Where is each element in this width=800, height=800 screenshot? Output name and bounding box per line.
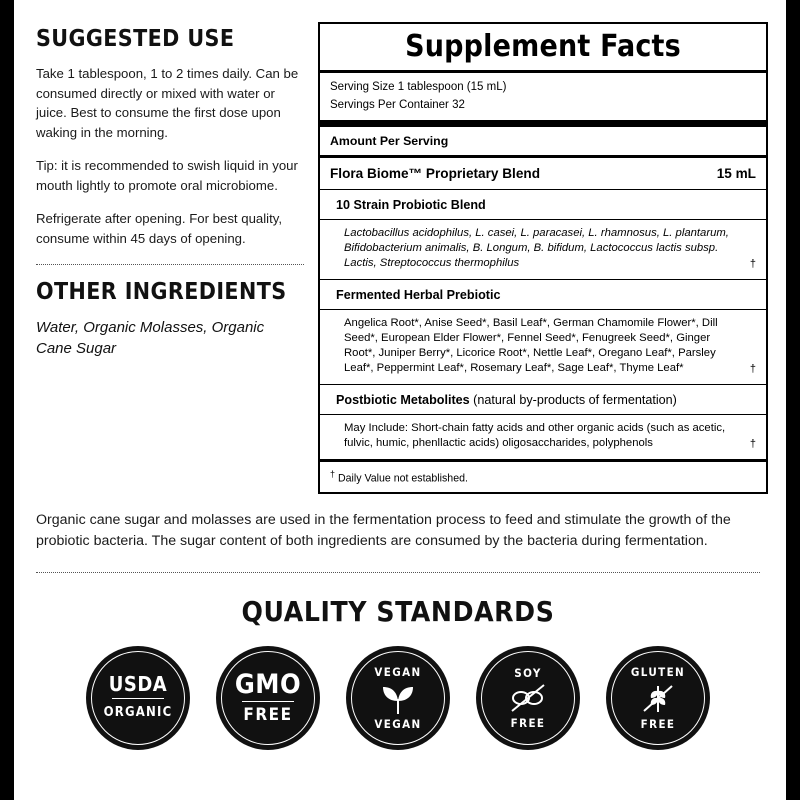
badge-gmo-divider (242, 701, 294, 703)
badge-gluten-arc-bottom: FREE (640, 716, 676, 731)
suggested-use-paragraph-3: Refrigerate after opening. For best quality, consume within 45 days of opening. (36, 211, 283, 246)
amount-per-serving-label: Amount Per Serving (330, 134, 449, 148)
badge-gluten-free (606, 646, 710, 750)
label-content (14, 0, 786, 800)
badge-usda-line1: USDA (108, 671, 168, 696)
postbiotic-subheading-suffix: (natural by-products of fermentation) (469, 393, 677, 407)
serving-size: Serving Size 1 tablespoon (15 mL) (330, 81, 507, 93)
postbiotic-subheading-main: Postbiotic Metabolites (336, 393, 470, 407)
footnote-marker: † (330, 469, 336, 479)
proprietary-blend-amount: 15 mL (716, 166, 756, 181)
suggested-use-heading: SUGGESTED USE (36, 26, 235, 52)
postbiotic-body: May Include: Short-chain fatty acids and other organic acids (such as acetic, fulvic, humic, phenllactic acids) oligosaccharides, polyphenols (344, 422, 726, 449)
soy-crossed-icon (507, 682, 549, 714)
footnote-row (328, 466, 758, 488)
quality-standards-heading: QUALITY STANDARDS (241, 594, 555, 628)
badge-gmo-free (216, 646, 320, 750)
postbiotic-body-row (328, 419, 758, 455)
footnote-text: Daily Value not established. (337, 472, 468, 485)
badge-usda-organic (86, 646, 190, 750)
other-ingredients-heading: OTHER INGREDIENTS (36, 279, 287, 305)
badge-soy-arc-bottom: FREE (510, 715, 546, 730)
left-black-edge (0, 0, 14, 800)
fermentation-note: Organic cane sugar and molasses are used in the fermentation process to feed and stimulate the growth of the probiotic bacteria. The sugar content of both ingredients are consumed by the bacteria during fermentation. (36, 511, 731, 549)
quality-divider (36, 572, 760, 573)
top-columns (28, 22, 768, 494)
badge-gmo-line2: FREE (243, 705, 293, 726)
probiotic-blend-body: Lactobacillus acidophilus, L. casei, L. paracasei, L. rhamnosus, L. plantarum, Bifidobacterium animalis, B. Longum, B. bifidum, Lactococcus lactis subsp. Lactis, Streptococcus thermophilus (344, 227, 729, 269)
badge-usda-line2: ORGANIC (103, 705, 173, 721)
right-black-edge (786, 0, 800, 800)
supplement-facts-panel (318, 22, 768, 494)
suggested-use-paragraph-2: Tip: it is recommended to swish liquid in your mouth lightly to promote oral microbiome. (36, 158, 298, 193)
leaf-icon (378, 681, 418, 715)
badge-gluten-arc-top: GLUTEN (630, 664, 686, 679)
badge-usda-divider (112, 698, 164, 700)
rule-under-servings (320, 120, 766, 127)
prebiotic-body-row (328, 314, 758, 380)
badge-vegan (346, 646, 450, 750)
probiotic-blend-subheading: 10 Strain Probiotic Blend (336, 198, 486, 212)
servings-per-container: Servings Per Container 32 (330, 99, 465, 111)
badge-gmo-line1: GMO (234, 668, 302, 700)
postbiotic-dv: † (749, 438, 756, 450)
supplement-facts-title: Supplement Facts (405, 29, 681, 64)
postbiotic-subheading (328, 389, 758, 410)
left-divider (36, 264, 304, 265)
badge-soy-arc-top: SOY (514, 665, 542, 680)
badge-vegan-arc-bottom: VEGAN (374, 716, 422, 731)
prebiotic-dv: † (749, 363, 756, 375)
wheat-crossed-icon (638, 681, 678, 715)
prebiotic-body: Angelica Root*, Anise Seed*, Basil Leaf*, German Chamomile Flower*, Dill Seed*, European Elder Flower*, Fennel Seed*, Fenugreek Seed*, Ginger Root*, Juniper Berry*, Licorice Root*, Nettle Leaf*, Oregano Leaf*, Parsley Leaf*, Peppermint Leaf*, Rosemary Leaf*, Sage Leaf*, Thyme Leaf* (344, 317, 718, 374)
suggested-use-paragraph-1: Take 1 tablespoon, 1 to 2 times daily. Can be consumed directly or mixed with water or juice. Best to consume the first dose upon waking in the morning. (36, 66, 299, 140)
prebiotic-subheading: Fermented Herbal Prebiotic (336, 288, 501, 302)
quality-badges (28, 646, 768, 750)
proprietary-blend-name: Flora Biome™ Proprietary Blend (330, 166, 540, 181)
probiotic-blend-dv: † (749, 258, 756, 270)
right-column (318, 22, 768, 494)
badge-soy-free (476, 646, 580, 750)
proprietary-blend-row (328, 162, 758, 185)
other-ingredients-text: Water, Organic Molasses, Organic Cane Sugar (36, 319, 265, 357)
probiotic-blend-body-row (328, 224, 758, 275)
badge-vegan-arc-top: VEGAN (374, 664, 422, 679)
left-column (28, 22, 304, 359)
